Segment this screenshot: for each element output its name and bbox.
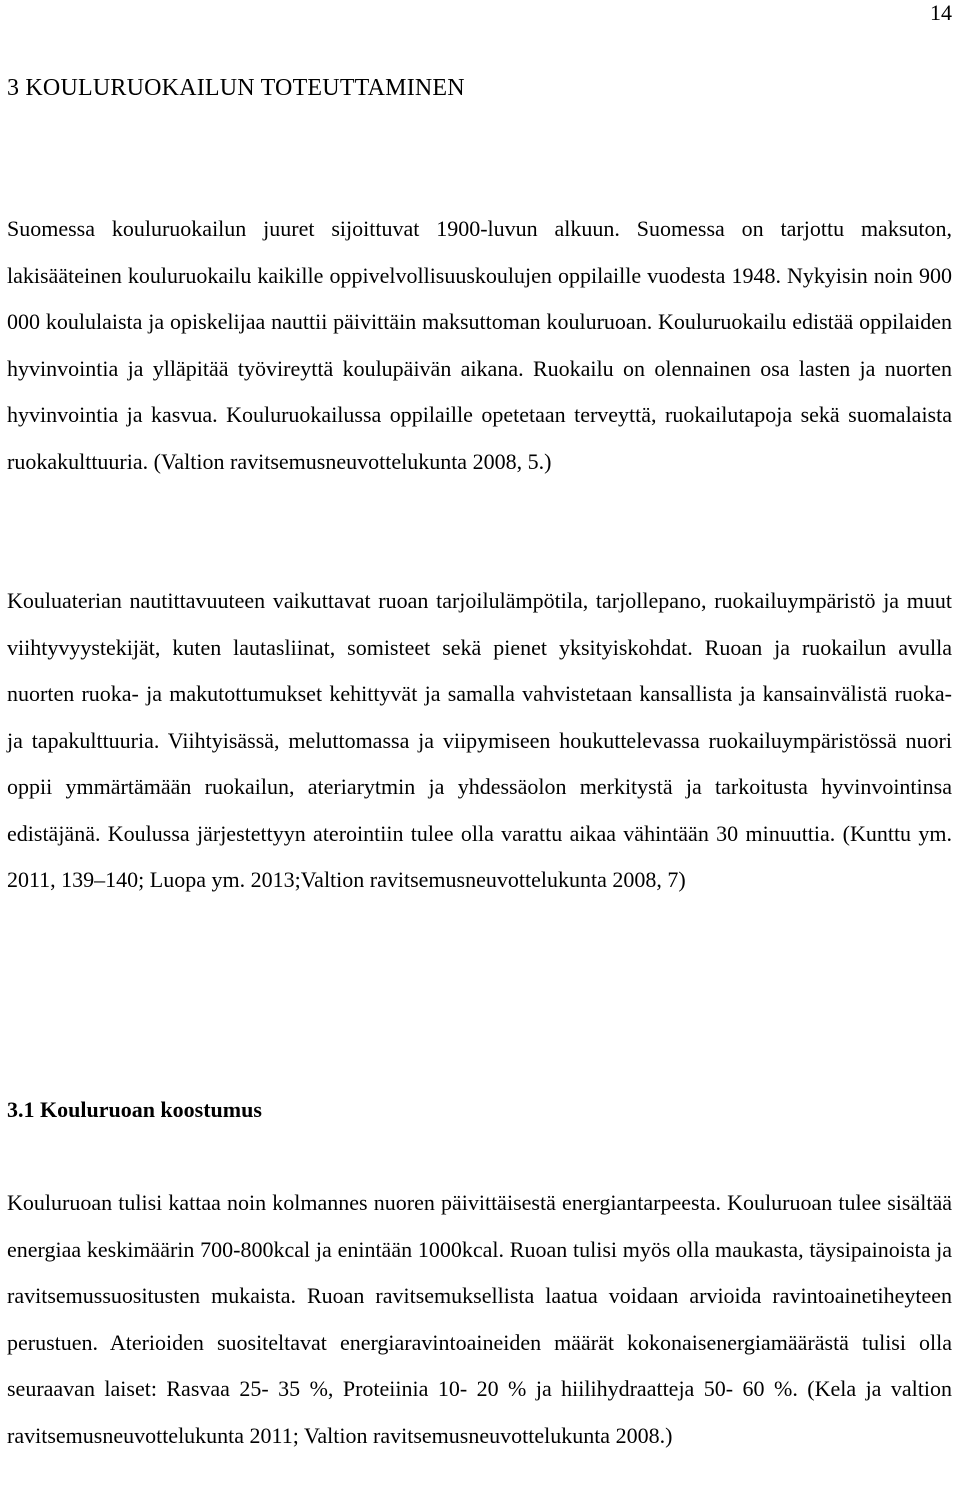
chapter-title: 3 KOULURUOKAILUN TOTEUTTAMINEN — [7, 75, 465, 101]
section-paragraph-composition: Kouluruoan tulisi kattaa noin kolmannes nuoren päivittäisestä energiantarpeesta. Kouluruoan tulee sisältää energiaa keskimäärin 700-800kcal ja enintään 1000kcal. Ruoan tulisi myös olla maukasta, täysipainoista ja ravitsemussuositusten mukaista. Ruoan ravitsemuksellista laatua voidaan arvioida ravintoainetiheyteen perustuen. Aterioiden suositeltavat energiaravintoaineiden määrät kokonaisenergiamäärästä tulisi olla seuraavan laiset: Rasvaa 25- 35 %, Proteiinia 10- 20 % ja hiilihydraatteja 50- 60 %. (Kela ja valtion ravitsemusneuvottelukunta 2011; Valtion ravitsemusneuvottelukunta 2008.) — [7, 1190, 952, 1448]
body-paragraph-enjoyability: Kouluaterian nautittavuuteen vaikuttavat ruoan tarjoilulämpötila, tarjollepano, ruokailuympäristö ja muut viihtyvyystekijät, kuten lautasliinat, somisteet sekä pienet yksityiskohdat. Ruoan ja ruokailun avulla nuorten ruoka- ja makutottumukset kehittyvät ja samalla vahvistetaan kansallista ja kansainvälistä ruoka- ja tapakulttuuria. Viihtyisässä, meluttomassa ja viipymiseen houkuttelevassa ruokailuympäristössä nuori oppii ymmärtämään ruokailun, ateriarytmin ja yhdessäolon merkitystä ja tarkoitusta hyvinvointinsa edistäjänä. Koulussa järjestettyyn aterointiin tulee olla varattu aikaa vähintään 30 minuuttia. (Kunttu ym. 2011, 139–140; Luopa ym. 2013;Valtion ravitsemusneuvottelukunta 2008, 7) — [7, 588, 952, 892]
body-paragraph-intro: Suomessa kouluruokailun juuret sijoittuvat 1900-luvun alkuun. Suomessa on tarjottu maksuton, lakisääteinen kouluruokailu kaikille oppivelvollisuuskoulujen oppilaille vuodesta 1948. Nykyisin noin 900 000 koululaista ja opiskelijaa nauttii päivittäin maksuttoman kouluruoan. Kouluruokailu edistää oppilaiden hyvinvointia ja ylläpitää työvireyttä koulupäivän aikana. Ruokailu on olennainen osa lasten ja nuorten hyvinvointia ja kasvua. Kouluruokailussa oppilaille opetetaan terveyttä, ruokailutapoja sekä suomalaista ruokakulttuuria. (Valtion ravitsemusneuvottelukunta 2008, 5.) — [7, 216, 952, 474]
section-title: 3.1 Kouluruoan koostumus — [7, 1097, 262, 1122]
page-number: 14 — [930, 0, 952, 25]
